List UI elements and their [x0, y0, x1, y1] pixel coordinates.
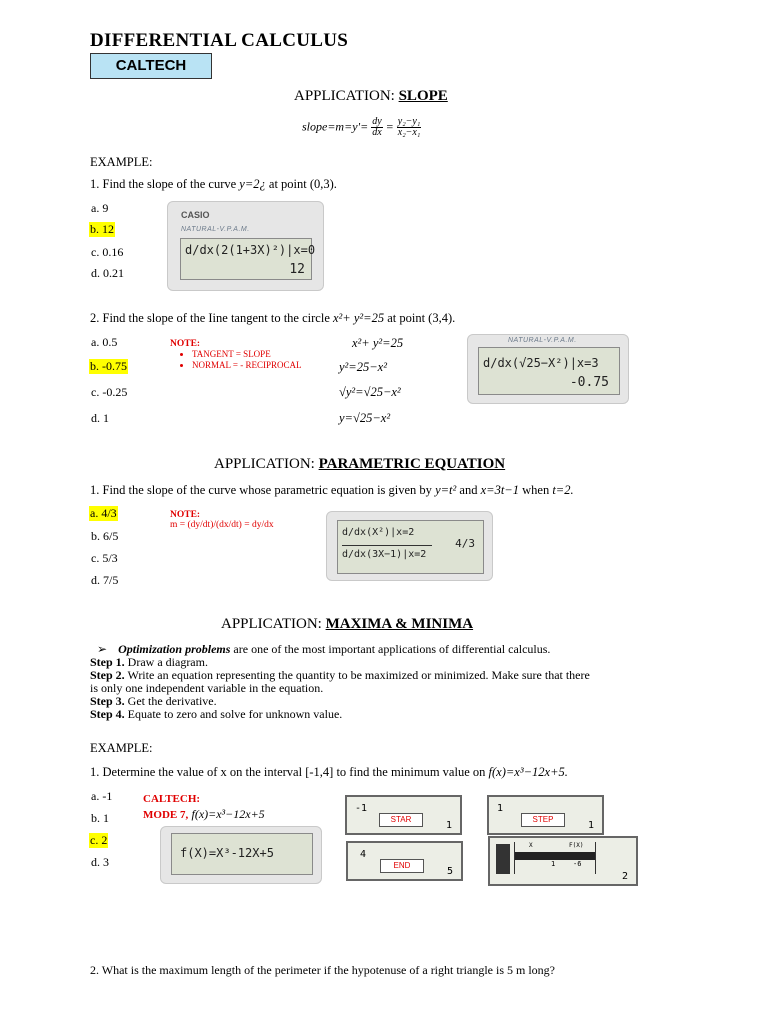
q2-option-c: c. -0.25 [91, 385, 128, 399]
example-label-2: EXAMPLE: [90, 741, 153, 755]
mm-option-a: a. -1 [91, 789, 113, 803]
slope-formula [302, 117, 421, 138]
start-index: 1 [445, 820, 452, 831]
step-value: 1 [497, 803, 504, 814]
param-option-d: d. 7/5 [91, 573, 119, 587]
lcd-expression-bottom: d/dx(3X−1)|x=2 [342, 549, 427, 560]
maxmin-heading: APPLICATION: MAXIMA & MINIMA [221, 616, 474, 632]
q1-option-c: c. 0.16 [91, 245, 124, 259]
q1-equation: y=2¿ [239, 177, 266, 191]
calculator-lcd [180, 238, 316, 280]
formula-dydx: $\frac{dy}{dx}$ [372, 116, 382, 138]
lcd-result: 12 [289, 262, 305, 277]
note-item: • TANGENT = SLOPE [192, 349, 302, 360]
mm-option-c-correct: c. 2 [90, 833, 108, 847]
caltech-tag: CALTECH [90, 53, 212, 79]
step-label: STEP [521, 813, 565, 827]
maxmin-question-2: 2. What is the maximum length of the perimeter if the hypotenuse of a right triangle is 5 m long? [90, 963, 555, 977]
calculator-lcd [337, 520, 484, 574]
q2-step-3: √y²=√25−x² [339, 385, 401, 399]
caltech-label: CALTECH: [143, 793, 201, 805]
calculator-model: NATURAL-V.P.A.M. [181, 226, 250, 233]
calc-table [514, 842, 596, 874]
step-4: Step 4. Equate to zero and solve for unknown value. [90, 707, 343, 721]
step-1: Step 1. Draw a diagram. [90, 655, 208, 669]
slope-heading [294, 88, 448, 105]
calculator-lcd [171, 833, 313, 875]
formula-lhs: slope=m=y'= [302, 119, 369, 134]
calc-table-box [488, 836, 638, 886]
param-option-b: b. 6/5 [91, 529, 119, 543]
q2-note-list [170, 349, 302, 371]
heading-prefix: APPLICATION: [294, 88, 399, 104]
lcd-expression-top: d/dx(X²)|x=2 [342, 527, 415, 538]
calculator-screen-3 [326, 511, 493, 581]
note-item: • NORMAL = - RECIPROCAL [192, 360, 302, 371]
step-2: Step 2. Write an equation representing the quantity to be maximized or minimized. Make sure that there [90, 668, 590, 682]
q1-option-b-correct: b. 12 [90, 222, 114, 236]
table-header-x: X [529, 842, 533, 849]
calc-end-box [346, 841, 463, 881]
slope-question-2: 2. Find the slope of the Iine tangent to the circle x²+ y²=25 at point (3,4). [90, 311, 456, 325]
step-index: 1 [587, 820, 594, 831]
end-label: END [380, 859, 424, 873]
calculator-lcd [478, 347, 620, 395]
heading-topic: PARAMETRIC EQUATION [318, 456, 506, 472]
table-index: 2 [621, 871, 628, 882]
mode-line: MODE 7, f(x)=x³−12x+5 [143, 807, 265, 821]
param-note-title: NOTE: [170, 510, 201, 520]
formula-difference-quotient: $\frac{\text{y₂−y₁}}{\text{x₂−x₁}}$ [397, 116, 421, 138]
q2-step-1: x²+ y²=25 [352, 336, 404, 350]
calc-step-box [487, 795, 604, 835]
calculator-screen-1 [167, 201, 324, 291]
lcd-expression: d/dx(√25−X²)|x=3 [483, 356, 599, 370]
start-value: -1 [355, 803, 368, 814]
lcd-result: 4/3 [455, 537, 475, 550]
formula-eq: = [385, 119, 394, 134]
document-title: DIFFERENTIAL CALCULUS [90, 30, 349, 51]
q2-option-b-correct: b. -0.75 [90, 359, 127, 373]
q2-option-a: a. 0.5 [91, 335, 118, 349]
q2-note-title: NOTE: [170, 339, 201, 349]
param-note-line: m = (dy/dt)/(dx/dt) = dy/dx [170, 520, 274, 530]
lcd-result: -0.75 [569, 375, 609, 390]
table-cell: 1 [551, 860, 556, 868]
table-header-fx: F(X) [569, 842, 584, 849]
end-index: 5 [446, 866, 453, 877]
lcd-expression: d/dx(2(1+3X)²)|x=0 [185, 243, 316, 257]
mm-option-d: d. 3 [91, 855, 109, 869]
calc-start-box [345, 795, 462, 835]
maxmin-question-1: 1. Determine the value of x on the interval [-1,4] to find the minimum value on f(x)=x³−12x+5. [90, 765, 568, 779]
calculator-model: NATURAL-V.P.A.M. [508, 337, 577, 344]
table-selected-row [515, 852, 595, 860]
q2-step-2: y²=25−x² [339, 360, 387, 374]
optimization-intro: ➢ Optimization problems are one of the most important applications of differential calculus. [97, 642, 550, 657]
table-cell: -6 [573, 860, 582, 868]
q2-step-4: y=√25−x² [339, 411, 391, 425]
lcd-fraction-bar [342, 545, 432, 546]
q2-option-d: d. 1 [91, 411, 109, 425]
lcd-expression: f(X)=X³-12X+5 [180, 846, 274, 860]
slope-question-1: 1. Find the slope of the curve y=2¿ at point (0,3). [90, 177, 337, 191]
heading-topic: MAXIMA & MINIMA [325, 616, 474, 632]
step-2-continued: is only one independent variable in the equation. [90, 681, 324, 695]
q2-equation: x²+ y²=25 [333, 311, 385, 325]
q1-option-d: d. 0.21 [91, 266, 124, 280]
calculator-screen-2 [467, 334, 629, 404]
table-row-index-bar [496, 844, 510, 874]
casio-brand: CASIO [181, 210, 210, 220]
param-option-a-correct: a. 4/3 [90, 506, 117, 520]
end-value: 4 [360, 849, 367, 860]
mm-option-b: b. 1 [91, 811, 109, 825]
q1-option-a: a. 9 [91, 201, 109, 215]
parametric-question-1: 1. Find the slope of the curve whose parametric equation is given by y=t² and x=3t−1 when t=2. [90, 483, 574, 497]
param-option-c: c. 5/3 [91, 551, 118, 565]
heading-topic: SLOPE [398, 88, 448, 104]
calculator-screen-mode7 [160, 826, 322, 884]
start-label: STAR [379, 813, 423, 827]
example-label: EXAMPLE: [90, 155, 153, 169]
parametric-heading: APPLICATION: PARAMETRIC EQUATION [214, 456, 506, 472]
step-3: Step 3. Get the derivative. [90, 694, 217, 708]
